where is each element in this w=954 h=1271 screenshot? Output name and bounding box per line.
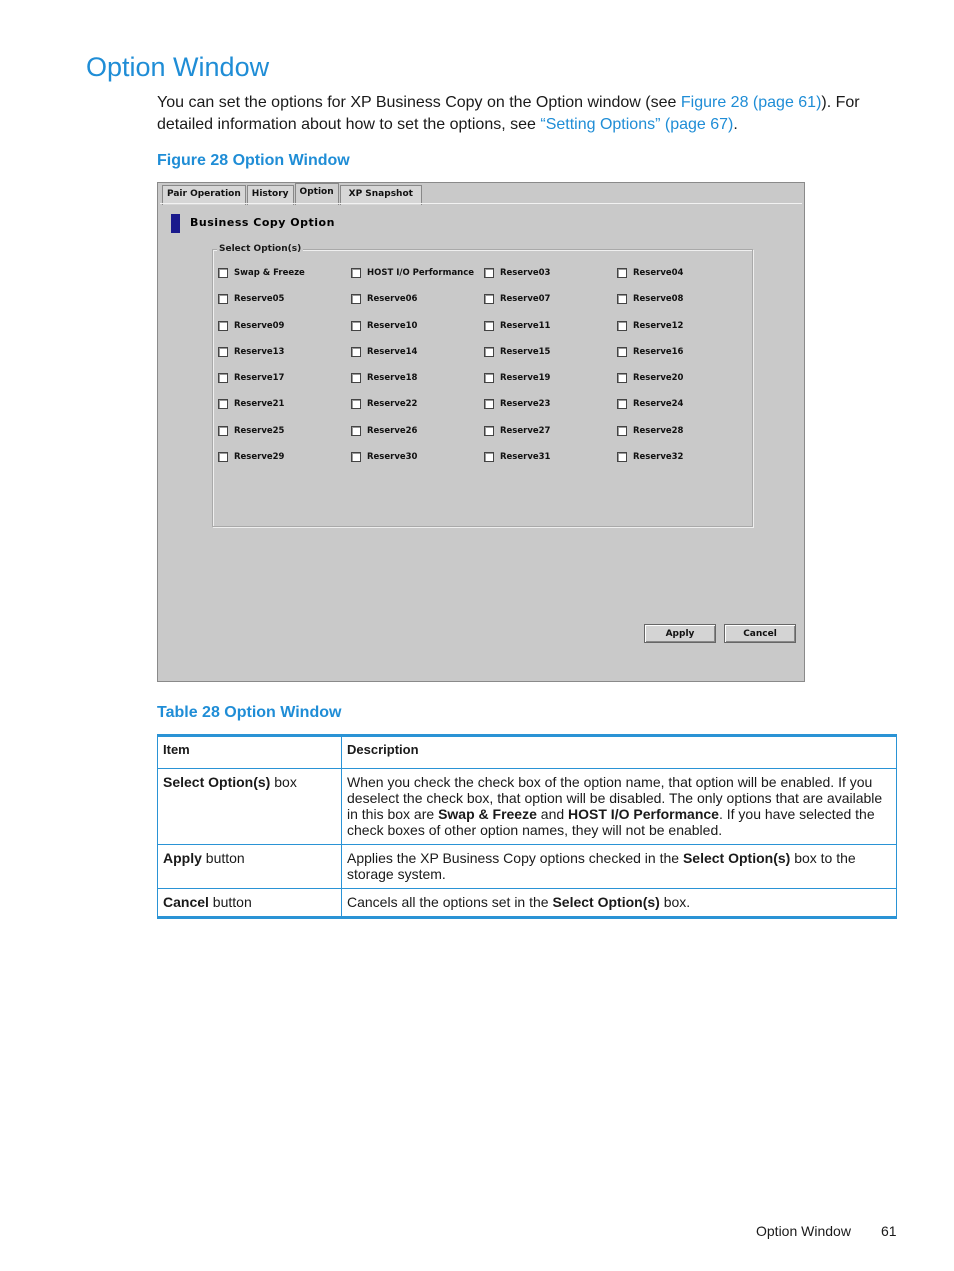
option-label: Reserve30 <box>367 452 418 463</box>
description-cell <box>342 889 897 918</box>
checkbox[interactable] <box>218 426 228 436</box>
option-label: Reserve28 <box>633 425 684 436</box>
option-window-table <box>157 734 897 919</box>
option-label: Reserve26 <box>367 425 418 436</box>
description-text: HOST I/O Performance <box>568 806 719 822</box>
option-checkbox-item[interactable] <box>218 372 351 384</box>
item-type: button <box>208 894 252 910</box>
option-window-screenshot <box>157 182 805 682</box>
option-label: Reserve16 <box>633 346 684 357</box>
table-header-row <box>158 736 897 769</box>
checkbox[interactable] <box>484 347 494 357</box>
checkbox[interactable] <box>218 347 228 357</box>
option-checkbox-item[interactable] <box>351 293 484 305</box>
option-label: Reserve24 <box>633 399 684 410</box>
item-cell <box>158 889 342 918</box>
option-checkbox-item[interactable] <box>351 320 484 332</box>
option-label: Reserve20 <box>633 373 684 384</box>
item-type: button <box>201 850 245 866</box>
page-title: Option Window <box>86 52 270 82</box>
description-cell <box>342 845 897 889</box>
option-label: Reserve13 <box>234 346 285 357</box>
checkbox[interactable] <box>351 426 361 436</box>
description-text: When you check the check box of the option name, that option will be enabled. If you deselect the check box, that option will be disabled. The only options that are available in this box are <box>347 774 883 822</box>
option-checkbox-item[interactable] <box>218 320 351 332</box>
checkbox[interactable] <box>617 268 627 278</box>
option-label: Reserve21 <box>234 399 285 410</box>
option-label: HOST I/O Performance <box>367 268 475 278</box>
option-checkbox-item[interactable] <box>484 398 617 410</box>
checkbox[interactable] <box>218 452 228 462</box>
checkbox[interactable] <box>484 294 494 304</box>
page-number: 61 <box>881 1223 897 1239</box>
option-checkbox-item[interactable] <box>218 346 351 358</box>
option-label: Reserve12 <box>633 320 684 331</box>
option-checkbox-item[interactable] <box>617 320 748 332</box>
option-checkbox-item[interactable] <box>218 267 351 279</box>
description-text: Swap & Freeze <box>438 806 537 822</box>
checkbox[interactable] <box>617 347 627 357</box>
figure-link[interactable]: Figure 28 (page 61) <box>680 94 822 111</box>
table-row <box>158 889 897 918</box>
checkbox[interactable] <box>484 321 494 331</box>
item-type: box <box>270 774 297 790</box>
checkbox[interactable] <box>218 399 228 409</box>
option-label: Reserve05 <box>234 294 285 305</box>
option-label: Reserve27 <box>500 425 551 436</box>
option-checkbox-item[interactable] <box>351 425 484 437</box>
options-grid <box>218 267 748 477</box>
option-label: Reserve07 <box>500 294 551 305</box>
item-cell <box>158 769 342 845</box>
item-cell <box>158 845 342 889</box>
checkbox[interactable] <box>617 426 627 436</box>
description-text: . If you have selected the check boxes of other option names, they will not be enabled. <box>347 806 875 838</box>
description-text: box to the storage system. <box>347 850 856 882</box>
checkbox[interactable] <box>218 294 228 304</box>
option-label: Reserve17 <box>234 373 285 384</box>
header-description: Description <box>342 736 897 769</box>
option-label: Reserve22 <box>367 399 418 410</box>
description-cell <box>342 769 897 845</box>
checkbox[interactable] <box>617 294 627 304</box>
option-checkbox-item[interactable] <box>617 425 748 437</box>
intro-text: ). For detailed information about how to set the options, see <box>157 94 860 133</box>
option-checkbox-item[interactable] <box>617 372 748 384</box>
table-caption: Table 28 Option Window <box>157 704 342 721</box>
checkbox[interactable] <box>484 426 494 436</box>
option-checkbox-item[interactable] <box>617 346 748 358</box>
option-label: Reserve29 <box>234 452 285 463</box>
option-checkbox-item[interactable] <box>484 346 617 358</box>
checkbox[interactable] <box>484 399 494 409</box>
checkbox[interactable] <box>484 373 494 383</box>
option-checkbox-item[interactable] <box>351 451 484 463</box>
checkbox[interactable] <box>351 373 361 383</box>
option-checkbox-item[interactable] <box>484 425 617 437</box>
option-label: Reserve08 <box>633 294 684 305</box>
option-checkbox-item[interactable] <box>218 293 351 305</box>
header-item: Item <box>158 736 342 769</box>
option-label: Reserve14 <box>367 346 418 357</box>
checkbox[interactable] <box>617 373 627 383</box>
checkbox[interactable] <box>351 268 361 278</box>
option-checkbox-item[interactable] <box>351 372 484 384</box>
checkbox[interactable] <box>484 268 494 278</box>
tab-option[interactable]: Option <box>295 183 339 205</box>
description-text: Cancels all the options set in the <box>347 894 553 910</box>
item-name: Select Option(s) <box>163 774 271 790</box>
checkbox[interactable] <box>484 452 494 462</box>
option-checkbox-item[interactable] <box>617 451 748 463</box>
tab-pair-operation[interactable]: Pair Operation <box>162 185 246 205</box>
description-text: Select Option(s) <box>682 850 791 866</box>
tab-divider <box>160 203 802 204</box>
option-checkbox-item[interactable] <box>484 451 617 463</box>
checkbox[interactable] <box>351 399 361 409</box>
checkbox[interactable] <box>351 452 361 462</box>
option-label: Reserve03 <box>500 268 551 278</box>
description-text: and <box>536 806 569 822</box>
option-checkbox-item[interactable] <box>218 425 351 437</box>
setting-options-link[interactable]: “Setting Options” (page 67) <box>540 116 734 133</box>
option-label: Reserve06 <box>367 294 418 305</box>
option-checkbox-item[interactable] <box>484 267 617 279</box>
option-label: Reserve23 <box>500 399 551 410</box>
description-text: Select Option(s) <box>552 894 660 910</box>
option-label: Reserve25 <box>234 425 285 436</box>
intro-text: . <box>733 116 738 133</box>
figure-caption: Figure 28 Option Window <box>157 152 350 169</box>
checkbox[interactable] <box>617 321 627 331</box>
checkbox[interactable] <box>617 452 627 462</box>
option-label: Reserve09 <box>234 320 285 331</box>
checkbox[interactable] <box>218 268 228 278</box>
tab-bar <box>162 185 423 205</box>
option-checkbox-item[interactable] <box>351 398 484 410</box>
footer-section: Option Window <box>756 1223 851 1239</box>
intro-paragraph <box>157 92 917 136</box>
option-checkbox-item[interactable] <box>351 267 484 279</box>
tab-xp-snapshot[interactable]: XP Snapshot <box>340 185 422 205</box>
option-label: Swap & Freeze <box>234 268 305 278</box>
option-checkbox-item[interactable] <box>218 398 351 410</box>
option-label: Reserve18 <box>367 373 418 384</box>
group-label: Select Option(s) <box>219 244 302 254</box>
option-checkbox-item[interactable] <box>484 320 617 332</box>
option-label: Reserve11 <box>500 320 551 331</box>
table-row <box>158 769 897 845</box>
checkbox[interactable] <box>218 321 228 331</box>
option-label: Reserve04 <box>633 268 684 278</box>
checkbox[interactable] <box>351 347 361 357</box>
option-label: Reserve19 <box>500 373 551 384</box>
checkbox[interactable] <box>351 294 361 304</box>
option-checkbox-item[interactable] <box>617 398 748 410</box>
checkbox[interactable] <box>351 321 361 331</box>
option-label: Reserve15 <box>500 346 551 357</box>
cancel-button[interactable]: Cancel <box>724 624 796 643</box>
option-label: Reserve32 <box>633 452 684 463</box>
option-checkbox-item[interactable] <box>484 293 617 305</box>
apply-button[interactable]: Apply <box>644 624 716 643</box>
option-checkbox-item[interactable] <box>617 267 748 279</box>
description-text: box. <box>659 894 691 910</box>
description-text: Applies the XP Business Copy options checked in the <box>347 850 683 866</box>
tab-history[interactable]: History <box>247 185 294 205</box>
option-checkbox-item[interactable] <box>351 346 484 358</box>
window-title: Business Copy Option <box>190 216 335 229</box>
checkbox[interactable] <box>218 373 228 383</box>
option-checkbox-item[interactable] <box>617 293 748 305</box>
option-checkbox-item[interactable] <box>484 372 617 384</box>
checkbox[interactable] <box>617 399 627 409</box>
table-row <box>158 845 897 889</box>
option-checkbox-item[interactable] <box>218 451 351 463</box>
item-name: Cancel <box>163 894 209 910</box>
item-name: Apply <box>163 850 202 866</box>
option-label: Reserve10 <box>367 320 418 331</box>
option-label: Reserve31 <box>500 452 551 463</box>
title-marker-icon <box>171 214 180 233</box>
intro-text: You can set the options for XP Business Copy on the Option window (see <box>157 94 681 111</box>
